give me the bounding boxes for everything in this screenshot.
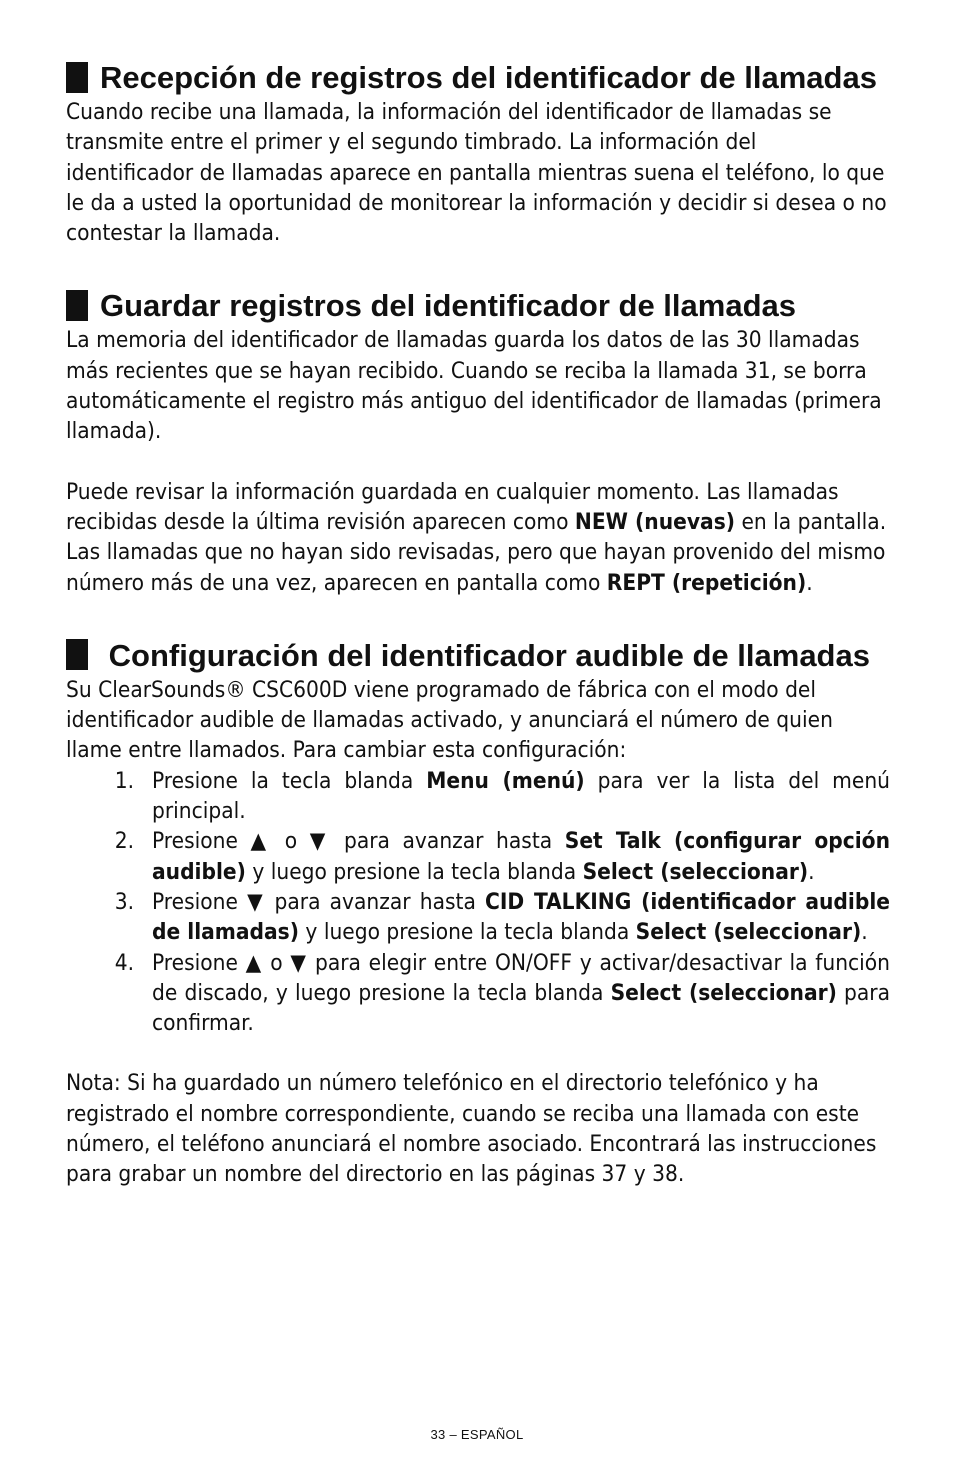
- section-body-reception: Cuando recibe una llamada, la información del identificador de llamadas se transmite entre el primer y el segundo timbrado. La información del identificador de llamadas aparece en pantalla mientras suena el teléfono, lo que le da a usted la oportunidad de monitorear la información y decidir si desea o no contestar la llamada.: [66, 99, 887, 247]
- bold-term-rept: REPT (repetición): [606, 569, 807, 596]
- bold-term: CID TALKING (identificador audible de llamadas): [152, 888, 890, 946]
- section-title-text: Recepción de registros del identificador de llamadas: [100, 60, 877, 95]
- text-run: .: [861, 919, 868, 946]
- section-title-reception: [66, 58, 890, 97]
- section-title-text: Guardar registros del identificador de llamadas: [100, 288, 796, 324]
- step-number: 1.: [114, 767, 134, 794]
- steps-list: [66, 766, 890, 1039]
- text-run: para confirmar.: [152, 979, 891, 1037]
- bold-term: Menu (menú): [426, 767, 585, 794]
- step-number: 3.: [114, 888, 134, 915]
- list-item: [66, 887, 890, 948]
- section-marker-icon: [66, 62, 88, 93]
- bold-term: Select (seleccionar): [610, 979, 837, 1006]
- step-text: [152, 887, 890, 948]
- bold-term: Set Talk (configurar opción audible): [152, 828, 891, 885]
- manual-page: [66, 58, 890, 1190]
- bold-term: Select (seleccionar): [582, 858, 809, 885]
- list-item: [66, 766, 890, 827]
- text-run: Puede revisar la información guardada en cualquier momento. Las llamadas recibidas desde la última revisión aparecen como: [66, 478, 839, 535]
- text-run: y luego presione la tecla blanda: [245, 858, 583, 885]
- list-item: [66, 826, 890, 887]
- section-title-text: Configuración del identificador audible de llamadas: [108, 637, 870, 673]
- text-run: Presione ▼ para avanzar hasta: [152, 888, 485, 915]
- section-body-save: La memoria del identificador de llamadas guarda los datos de las 30 llamadas más recientes que se hayan recibido. Cuando se reciba la llamada 31, se borra automáticamente el registro más antiguo del identificador de llamadas (primera llamada).: [66, 327, 882, 445]
- text-run: .: [806, 569, 813, 596]
- text-run: en la pantalla. Las llamadas que no hayan sido revisadas, pero que hayan provenido del mismo número más de una vez, aparecen en pantalla como: [66, 508, 887, 596]
- text-run: .: [808, 858, 815, 885]
- section-title-config: [66, 636, 890, 675]
- note-paragraph: Nota: Si ha guardado un número telefónico en el directorio telefónico y ha registrado el nombre correspondiente, cuando se reciba una llamada con este número, el teléfono anunciará el nombre asociado. Encontrará las instrucciones para grabar un nombre del directorio en las páginas 37 y 38.: [66, 1070, 877, 1188]
- section-marker-icon: [66, 639, 88, 670]
- text-run: y luego presione la tecla blanda: [299, 919, 636, 946]
- page-footer: 33 – ESPAÑOL: [430, 1427, 524, 1442]
- list-item: [66, 948, 890, 1039]
- section-body-config: Su ClearSounds® CSC600D viene programado de fábrica con el modo del identificador audible de llamadas activado, y anunciará el número de quien llame entre llamados. Para cambiar esta configuración:: [66, 676, 833, 764]
- step-text: [152, 948, 890, 1039]
- bold-term-new: NEW (nuevas): [574, 508, 736, 535]
- section-body-review: [66, 477, 890, 598]
- text-run: Presione ▲ o ▼ para elegir entre ON/OFF y activar/desactivar la función de discado, y luego presione la tecla blanda: [152, 949, 890, 1006]
- step-text: [152, 766, 890, 827]
- bold-term: Select (seleccionar): [635, 919, 862, 946]
- step-number: 2.: [114, 828, 134, 855]
- text-run: Presione ▲ o ▼ para avanzar hasta: [152, 828, 565, 855]
- section-title-save: [66, 286, 890, 325]
- step-text: [152, 826, 890, 887]
- text-run: Presione la tecla blanda: [152, 767, 427, 794]
- section-marker-icon: [66, 290, 88, 321]
- step-number: 4.: [114, 949, 134, 976]
- text-run: para ver la lista del menú principal.: [152, 767, 890, 825]
